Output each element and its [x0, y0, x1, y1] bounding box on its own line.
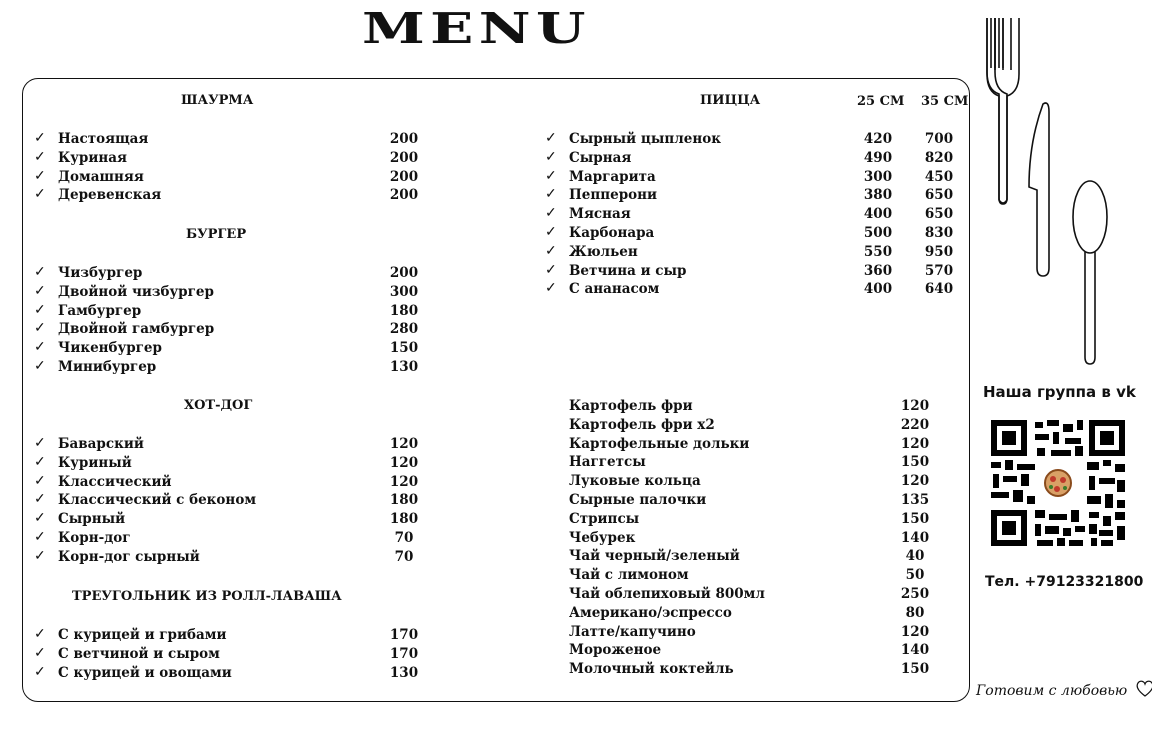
item-name: Пепперони	[569, 187, 658, 204]
item-name: С ветчиной и сыром	[58, 645, 220, 662]
item-price-35: 830	[924, 225, 954, 241]
item-name: Сырный	[58, 511, 126, 528]
item-price-35: 700	[924, 131, 954, 147]
menu-item	[569, 586, 949, 605]
item-price: 70	[394, 530, 414, 546]
item-name: Сырные палочки	[569, 492, 707, 508]
item-name: Ветчина и сыр	[569, 262, 687, 279]
item-name: Луковые кольца	[569, 473, 701, 490]
item-name: С курицей и овощами	[58, 664, 232, 681]
item-name: Латте/капучино	[569, 623, 696, 640]
heart-icon	[1135, 680, 1152, 698]
item-price: 70	[394, 548, 414, 565]
item-price: 140	[900, 642, 930, 659]
knife-icon	[1029, 103, 1049, 276]
item-price: 250	[900, 586, 930, 602]
menu-item	[34, 187, 434, 206]
item-name: С ананасом	[569, 281, 660, 298]
menu-item	[569, 436, 949, 455]
item-price: 200	[389, 131, 419, 147]
pizza-size-25: 25 СМ	[857, 94, 905, 109]
menu-item	[545, 244, 965, 263]
item-price-25: 360	[863, 262, 893, 279]
check-icon: ✓	[34, 301, 46, 318]
check-icon: ✓	[545, 280, 557, 297]
item-price: 150	[900, 454, 930, 471]
check-icon: ✓	[34, 663, 46, 680]
check-icon: ✓	[545, 242, 557, 259]
motto	[976, 680, 1152, 699]
item-name: Американо/эспрессо	[569, 604, 732, 621]
menu-item	[569, 398, 949, 417]
menu-item	[34, 359, 434, 378]
item-price: 120	[900, 623, 930, 640]
item-name: Домашняя	[58, 168, 144, 185]
item-price: 200	[389, 265, 419, 281]
menu-item	[34, 131, 434, 150]
item-name: Куриный	[58, 454, 132, 471]
menu-item	[569, 548, 949, 567]
menu-item	[545, 263, 965, 282]
menu-item	[545, 187, 965, 206]
menu-item	[34, 511, 434, 530]
item-price: 180	[389, 492, 419, 509]
item-price-35: 570	[924, 262, 954, 279]
motto-text: Готовим с любовью	[976, 683, 1128, 699]
item-name: Двойной гамбургер	[58, 321, 215, 338]
check-icon: ✓	[34, 547, 46, 564]
item-price: 80	[905, 604, 925, 621]
item-price: 120	[900, 473, 930, 490]
menu-item	[545, 131, 965, 150]
item-price-35: 820	[924, 149, 954, 166]
item-price: 120	[900, 435, 930, 452]
item-price-25: 380	[863, 187, 893, 204]
check-icon: ✓	[545, 186, 557, 203]
menu-item	[34, 474, 434, 493]
item-name: Мясная	[569, 206, 631, 223]
qr-code[interactable]	[991, 420, 1125, 546]
menu-item	[545, 206, 965, 225]
item-name: Мороженое	[569, 642, 662, 659]
menu-item	[34, 665, 434, 684]
check-icon: ✓	[34, 472, 46, 489]
item-name: Минибургер	[58, 359, 157, 375]
item-price: 180	[389, 511, 419, 528]
section-title-hotdog: ХОТ-ДОГ	[184, 398, 253, 413]
item-price-25: 490	[863, 149, 893, 166]
menu-item	[569, 624, 949, 643]
item-price: 180	[389, 302, 419, 319]
menu-item	[34, 455, 434, 474]
item-price-35: 950	[924, 243, 954, 260]
spoon-icon	[1073, 181, 1107, 364]
item-price: 200	[389, 168, 419, 185]
check-icon: ✓	[34, 453, 46, 470]
item-name: Сырный цыпленок	[569, 131, 721, 147]
item-name: Куриная	[58, 149, 127, 166]
item-name: Молочный коктейль	[569, 661, 734, 678]
vk-group-label: Наша группа в vk	[983, 383, 1136, 401]
section-title-burger: БУРГЕР	[186, 227, 247, 242]
menu-item	[545, 169, 965, 188]
check-icon: ✓	[545, 130, 557, 146]
item-price-25: 550	[863, 243, 893, 260]
item-name: Классический	[58, 473, 172, 490]
item-name: Чебурек	[569, 529, 636, 546]
item-price: 150	[389, 340, 419, 357]
menu-item	[34, 169, 434, 188]
menu-item	[545, 225, 965, 244]
item-price: 135	[900, 492, 930, 508]
item-price: 300	[389, 283, 419, 300]
item-price: 130	[389, 664, 419, 681]
item-price-25: 420	[863, 131, 893, 147]
menu-item	[34, 492, 434, 511]
item-price: 130	[389, 359, 419, 375]
item-price: 120	[389, 473, 419, 490]
check-icon: ✓	[34, 264, 46, 280]
menu-item	[34, 646, 434, 665]
item-name: Чизбургер	[58, 265, 143, 281]
menu-item	[569, 417, 949, 436]
check-icon: ✓	[34, 491, 46, 508]
check-icon: ✓	[545, 148, 557, 165]
item-price-25: 400	[863, 206, 893, 223]
menu-item	[569, 530, 949, 549]
item-price-35: 450	[924, 168, 954, 185]
item-name: Картофель фри х2	[569, 416, 715, 433]
menu-item	[569, 492, 949, 511]
menu-item	[569, 642, 949, 661]
menu-item	[34, 530, 434, 549]
item-price: 120	[900, 398, 930, 414]
menu-item	[34, 150, 434, 169]
check-icon: ✓	[34, 435, 46, 451]
menu-item	[569, 605, 949, 624]
section-title-pizza: ПИЦЦА	[700, 93, 761, 108]
menu-item	[569, 567, 949, 586]
item-name: Чикенбургер	[58, 340, 162, 357]
item-name: Маргарита	[569, 168, 656, 185]
item-price-25: 300	[863, 168, 893, 185]
item-price: 120	[389, 454, 419, 471]
item-price: 170	[389, 627, 419, 643]
item-price: 40	[905, 548, 925, 565]
item-name: Чай облепиховый 800мл	[569, 586, 765, 602]
item-price: 200	[389, 187, 419, 204]
menu-item	[34, 627, 434, 646]
item-price-35: 650	[924, 187, 954, 204]
item-price-35: 650	[924, 206, 954, 223]
item-price-35: 640	[924, 281, 954, 298]
item-name: Чай с лимоном	[569, 567, 689, 584]
menu-item	[34, 436, 434, 455]
item-name: Сырная	[569, 149, 632, 166]
item-name: Чай черный/зеленый	[569, 548, 740, 565]
item-name: Настоящая	[58, 131, 149, 147]
item-name: Наггетсы	[569, 454, 646, 471]
menu-item	[569, 511, 949, 530]
check-icon: ✓	[34, 510, 46, 527]
check-icon: ✓	[34, 339, 46, 356]
check-icon: ✓	[34, 644, 46, 661]
check-icon: ✓	[545, 167, 557, 184]
item-name: Карбонара	[569, 225, 655, 241]
item-name: Корн-дог	[58, 530, 131, 546]
item-price: 200	[389, 149, 419, 166]
item-name: Корн-дог сырный	[58, 548, 200, 565]
item-name: Картофель фри	[569, 398, 693, 414]
section-title-shawarma: ШАУРМА	[181, 93, 254, 108]
menu-item	[34, 321, 434, 340]
pizza-size-35: 35 СМ	[921, 94, 969, 109]
item-name: С курицей и грибами	[58, 627, 227, 643]
check-icon: ✓	[34, 320, 46, 337]
item-price: 280	[389, 321, 419, 338]
check-icon: ✓	[545, 261, 557, 278]
item-name: Классический с беконом	[58, 492, 257, 509]
item-name: Стрипсы	[569, 510, 640, 527]
menu-item	[569, 661, 949, 680]
fork-icon	[987, 18, 1019, 204]
check-icon: ✓	[34, 282, 46, 299]
menu-item	[34, 303, 434, 322]
menu-item	[34, 284, 434, 303]
menu-title: MENU	[362, 4, 591, 53]
check-icon: ✓	[34, 186, 46, 203]
cutlery-icon	[985, 12, 1125, 372]
item-name: Двойной чизбургер	[58, 283, 214, 300]
menu-item	[545, 150, 965, 169]
check-icon: ✓	[34, 358, 46, 374]
item-name: Картофельные дольки	[569, 435, 750, 452]
check-icon: ✓	[545, 205, 557, 222]
item-price: 170	[389, 645, 419, 662]
menu-item	[34, 549, 434, 568]
item-price: 120	[389, 436, 419, 452]
item-price-25: 400	[863, 281, 893, 298]
item-price: 150	[900, 661, 930, 678]
section-title-triangle: ТРЕУГОЛЬНИК ИЗ РОЛЛ-ЛАВАША	[72, 589, 342, 604]
item-price: 150	[900, 510, 930, 527]
item-name: Жюльен	[569, 243, 638, 260]
menu-item	[34, 265, 434, 284]
item-name: Баварский	[58, 436, 144, 452]
item-price: 220	[900, 416, 930, 433]
item-price-25: 500	[863, 225, 893, 241]
item-name: Гамбургер	[58, 302, 142, 319]
menu-item	[569, 473, 949, 492]
menu-item	[545, 281, 965, 300]
check-icon: ✓	[34, 529, 46, 545]
check-icon: ✓	[34, 167, 46, 184]
menu-item	[34, 340, 434, 359]
item-price: 140	[900, 529, 930, 546]
check-icon: ✓	[34, 130, 46, 146]
menu-item	[569, 454, 949, 473]
check-icon: ✓	[34, 148, 46, 165]
item-price: 50	[905, 567, 925, 584]
check-icon: ✓	[34, 626, 46, 642]
phone-number[interactable]: Тел. +79123321800	[985, 574, 1144, 590]
item-name: Деревенская	[58, 187, 162, 204]
check-icon: ✓	[545, 224, 557, 240]
